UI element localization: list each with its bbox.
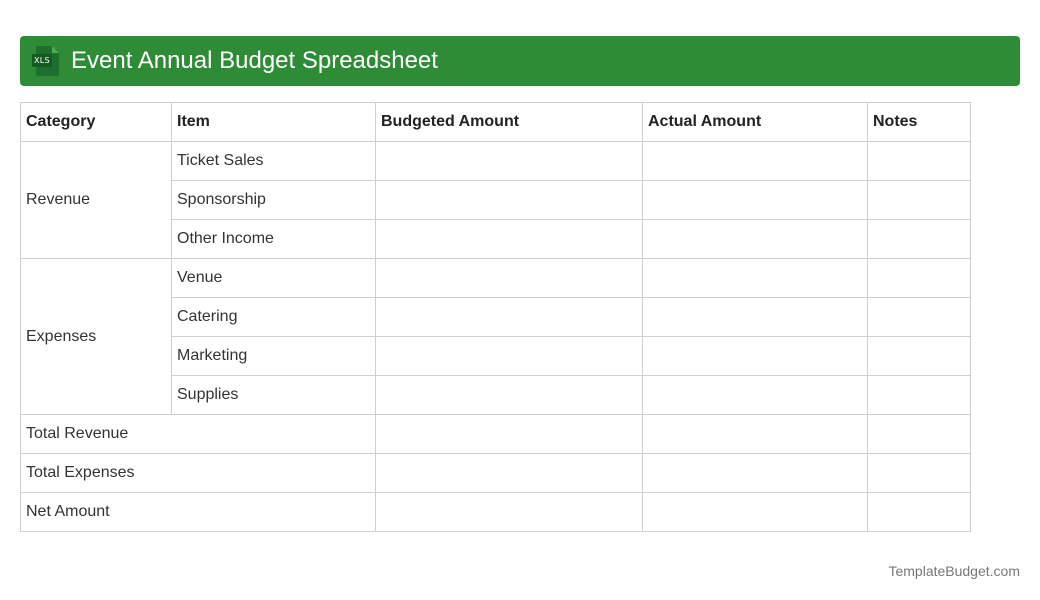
page-title: Event Annual Budget Spreadsheet: [71, 47, 438, 74]
budgeted-amount-cell[interactable]: [376, 415, 643, 454]
budget-table: [20, 102, 971, 532]
notes-cell[interactable]: [868, 376, 971, 415]
actual-amount-cell[interactable]: [643, 454, 868, 493]
total-label-cell: Total Expenses: [21, 454, 376, 493]
title-bar: [20, 36, 1020, 86]
notes-cell[interactable]: [868, 493, 971, 532]
column-header-budgeted-amount: Budgeted Amount: [376, 103, 643, 142]
item-cell: Supplies: [172, 376, 376, 415]
budgeted-amount-cell[interactable]: [376, 337, 643, 376]
actual-amount-cell[interactable]: [643, 415, 868, 454]
xls-icon-label: XLS: [34, 56, 50, 65]
item-cell: Catering: [172, 298, 376, 337]
notes-cell[interactable]: [868, 415, 971, 454]
budgeted-amount-cell[interactable]: [376, 376, 643, 415]
budgeted-amount-cell[interactable]: [376, 142, 643, 181]
actual-amount-cell[interactable]: [643, 142, 868, 181]
actual-amount-cell[interactable]: [643, 181, 868, 220]
budgeted-amount-cell[interactable]: [376, 259, 643, 298]
total-row: [21, 415, 971, 454]
actual-amount-cell[interactable]: [643, 220, 868, 259]
total-row: [21, 493, 971, 532]
footer-brand[interactable]: TemplateBudget.com: [888, 563, 1020, 579]
category-cell-revenue: Revenue: [21, 142, 172, 259]
actual-amount-cell[interactable]: [643, 337, 868, 376]
notes-cell[interactable]: [868, 337, 971, 376]
item-cell: Other Income: [172, 220, 376, 259]
item-cell: Sponsorship: [172, 181, 376, 220]
budgeted-amount-cell[interactable]: [376, 220, 643, 259]
xls-file-icon: [32, 46, 60, 76]
table-row: [21, 259, 971, 298]
notes-cell[interactable]: [868, 142, 971, 181]
table-header-row: [21, 103, 971, 142]
notes-cell[interactable]: [868, 298, 971, 337]
actual-amount-cell[interactable]: [643, 493, 868, 532]
total-row: [21, 454, 971, 493]
budgeted-amount-cell[interactable]: [376, 181, 643, 220]
table-row: [21, 142, 971, 181]
item-cell: Venue: [172, 259, 376, 298]
notes-cell[interactable]: [868, 454, 971, 493]
category-cell-expenses: Expenses: [21, 259, 172, 415]
actual-amount-cell[interactable]: [643, 376, 868, 415]
item-cell: Ticket Sales: [172, 142, 376, 181]
column-header-actual-amount: Actual Amount: [643, 103, 868, 142]
notes-cell[interactable]: [868, 181, 971, 220]
notes-cell[interactable]: [868, 259, 971, 298]
column-header-item: Item: [172, 103, 376, 142]
item-cell: Marketing: [172, 337, 376, 376]
total-label-cell: Net Amount: [21, 493, 376, 532]
column-header-notes: Notes: [868, 103, 971, 142]
budgeted-amount-cell[interactable]: [376, 493, 643, 532]
budgeted-amount-cell[interactable]: [376, 454, 643, 493]
notes-cell[interactable]: [868, 220, 971, 259]
actual-amount-cell[interactable]: [643, 259, 868, 298]
total-label-cell: Total Revenue: [21, 415, 376, 454]
budgeted-amount-cell[interactable]: [376, 298, 643, 337]
column-header-category: Category: [21, 103, 172, 142]
actual-amount-cell[interactable]: [643, 298, 868, 337]
